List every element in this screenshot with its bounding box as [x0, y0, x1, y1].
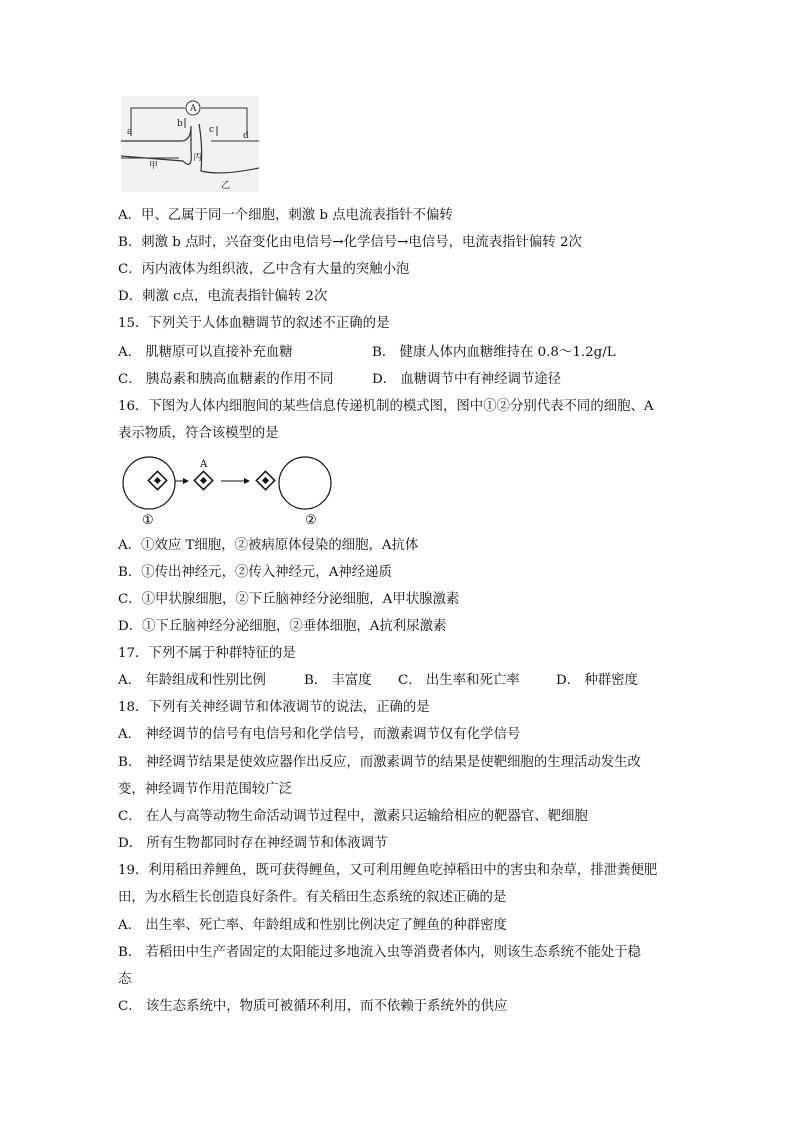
q14-option-b: B．刺激 b 点时，兴奋变化由电信号→化学信号→电信号，电流表指针偏转 2次: [118, 235, 582, 250]
q14-option-a: A．甲、乙属于同一个细胞，刺激 b 点电流表指针不偏转: [118, 208, 453, 223]
label-yi: 乙: [221, 181, 231, 191]
q18-stem: 18．下列有关神经调节和体液调节的说法，正确的是: [118, 700, 430, 715]
q17-option-a: A． 年龄组成和性别比例: [118, 673, 266, 688]
ammeter-label: A: [190, 104, 197, 114]
q15-option-a: A． 肌糖原可以直接补充血糖: [118, 345, 293, 360]
q19-option-c: C． 该生态系统中，物质可被循环利用，而不依赖于系统外的供应: [118, 999, 508, 1014]
label-c: c: [209, 125, 215, 135]
substance-a-diamond-icon: [194, 471, 212, 489]
q19-option-b: B． 若稻田中生产者固定的太阳能过多地流入虫等消费者体内，则该生态系统不能处于稳: [118, 945, 641, 960]
q14-option-c: C．丙内液体为组织液，乙中含有大量的突触小泡: [118, 262, 410, 277]
q18-option-b-cont: 变，神经调节作用范围较广泛: [118, 782, 293, 797]
q16-option-d: D．①下丘脑神经分泌细胞，②垂体细胞，A抗利尿激素: [118, 619, 447, 634]
q17-option-b: B． 丰富度: [304, 673, 372, 688]
cell-1: [123, 457, 175, 509]
q15-stem: 15．下列关于人体血糖调节的叙述不正确的是: [118, 316, 390, 331]
q15-option-d: D． 血糖调节中有神经调节途径: [372, 372, 562, 387]
label-d: d: [243, 131, 249, 141]
q16-option-c: C．①甲状腺细胞，②下丘脑神经分泌细胞，A甲状腺激素: [118, 592, 460, 607]
synapse-ammeter-figure: [121, 96, 259, 192]
label-a: a: [127, 127, 133, 137]
q19-option-a: A． 出生率、死亡率、年龄组成和性别比例决定了鲤鱼的种群密度: [118, 918, 507, 933]
cell-2-label: ②: [305, 513, 317, 527]
q14-option-d: D．刺激 c点，电流表指针偏转 2次: [118, 289, 328, 304]
q17-stem: 17．下列不属于种群特征的是: [118, 646, 296, 661]
q18-option-a: A． 神经调节的信号有电信号和化学信号，而激素调节仅有化学信号: [118, 727, 521, 742]
q19-stem-line1: 19．利用稻田养鲤鱼，既可获得鲤鱼，又可利用鲤鱼吃掉稻田中的害虫和杂草，排泄粪便肥: [118, 863, 658, 878]
q18-option-c: C． 在人与高等动物生命活动调节过程中，激素只运输给相应的靶器官、靶细胞: [118, 809, 588, 824]
q19-stem-line2: 田，为水稻生长创造良好条件。有关稻田生态系统的叙述正确的是: [118, 890, 507, 905]
q17-option-c: C． 出生率和死亡率: [398, 673, 520, 688]
target-receptor-diamond-icon: [256, 471, 274, 489]
q15-option-c: C． 胰岛素和胰高血糖素的作用不同: [118, 372, 334, 387]
q18-option-b: B． 神经调节结果是使效应器作出反应，而激素调节的结果是使靶细胞的生理活动发生改: [118, 755, 641, 770]
q18-option-d: D． 所有生物都同时存在神经调节和体液调节: [118, 836, 388, 851]
q16-stem-line2: 表示物质，符合该模型的是: [118, 426, 279, 441]
q16-stem-line1: 16．下图为人体内细胞间的某些信息传递机制的模式图，图中①②分别代表不同的细胞、A: [118, 399, 654, 414]
substance-a-label: A: [200, 459, 208, 470]
label-jia: 甲: [149, 161, 159, 171]
q15-option-b: B． 健康人体内血糖维持在 0.8～1.2g/L: [372, 345, 616, 360]
q17-option-d: D． 种群密度: [556, 673, 638, 688]
cell-signaling-figure: [121, 455, 333, 527]
cell-1-label: ①: [142, 513, 154, 527]
q16-option-a: A．①效应 T细胞，②被病原体侵染的细胞，A抗体: [118, 538, 419, 553]
label-bing: 丙: [193, 153, 203, 163]
cell-2: [279, 457, 331, 509]
q16-option-b: B．①传出神经元，②传入神经元，A神经递质: [118, 565, 392, 580]
label-b: b: [177, 119, 183, 129]
q19-option-b-cont: 态: [118, 972, 132, 987]
